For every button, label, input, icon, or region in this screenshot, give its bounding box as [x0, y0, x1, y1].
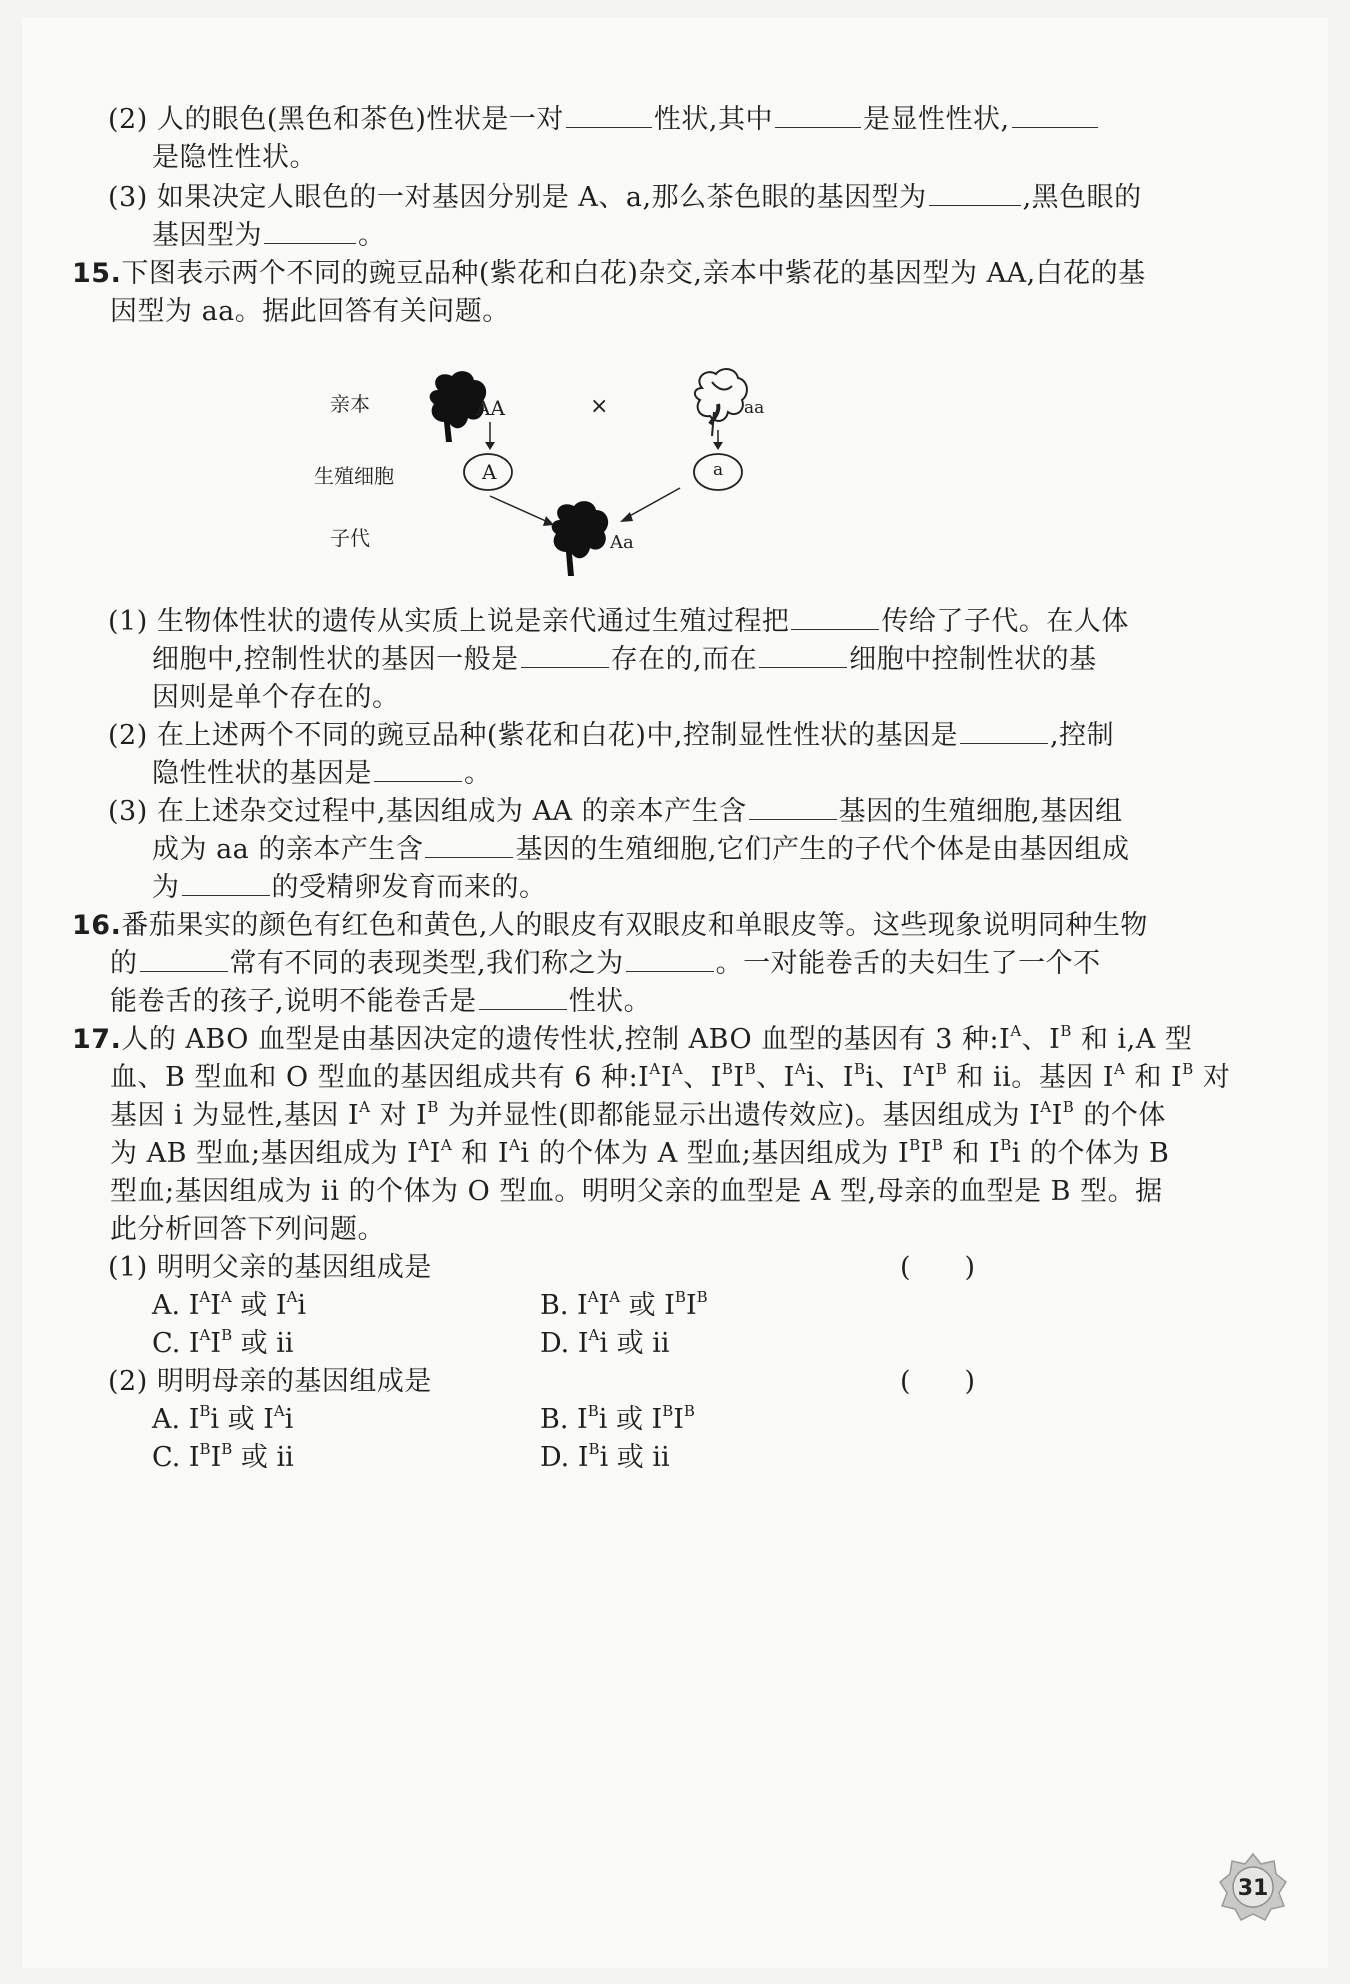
- q17-line1: 17.人的 ABO 血型是由基因决定的遗传性状,控制 ABO 血型的基因有 3 种$:I^A$、$I^B$ 和 i,A 型: [72, 1022, 1193, 1055]
- q17-line6: 此分析回答下列问题。: [110, 1214, 385, 1245]
- answer-paren[interactable]: ( ): [900, 1366, 976, 1397]
- q17-sub1-stem: (1) 明明父亲的基因组成是: [108, 1252, 432, 1283]
- q17-line3: 基因 i 为显性,基因 $I^A$ 对 $I^B$ 为并显性(即都能显示出遗传效应)。基因组成为 $I^AI^B$ 的个体: [110, 1098, 1166, 1131]
- q14-part3-line2: 基因型为 。: [152, 216, 386, 256]
- q17-line5: 型血;基因组成为 ii 的个体为 O 型血。明明父亲的血型是 A 型,母亲的血型是 B 型。据: [110, 1176, 1163, 1207]
- answer-paren[interactable]: ( ): [900, 1252, 976, 1283]
- white-flower-icon: [695, 369, 747, 436]
- answer-blank[interactable]: [775, 101, 861, 128]
- q17-2-option-d[interactable]: D. $I^Bi$ 或 ii: [540, 1440, 670, 1473]
- q14-part2-line2: 是隐性性状。: [152, 142, 317, 173]
- answer-blank[interactable]: [566, 101, 652, 128]
- q17-sub2-stem: (2) 明明母亲的基因组成是: [108, 1366, 432, 1397]
- parent-right-genotype: aa: [744, 398, 765, 418]
- q15-part1-line3: 因则是单个存在的。: [152, 682, 400, 713]
- q14-part3-line1: (3) 如果决定人眼色的一对基因分别是 A、a,那么茶色眼的基因型为 ,黑色眼的: [108, 178, 1142, 218]
- q17-2-option-a[interactable]: A. $I^Bi$ 或 $I^Ai$: [152, 1402, 294, 1435]
- gamete-right: a: [713, 460, 724, 480]
- q17-1-option-b[interactable]: B. $I^AI^A$ 或 $I^BI^B$: [540, 1288, 708, 1321]
- offspring-flower-icon: [552, 501, 609, 576]
- answer-blank[interactable]: [521, 641, 609, 668]
- q15-part2-line2: 隐性性状的基因是 。: [152, 754, 492, 794]
- answer-blank[interactable]: [960, 717, 1048, 744]
- answer-blank[interactable]: [140, 945, 228, 972]
- page-number: 31: [1237, 1876, 1269, 1901]
- diagram-row-parent: 亲本: [330, 392, 370, 416]
- offspring-genotype: Aa: [610, 532, 634, 553]
- question-number: 17.: [72, 1024, 122, 1055]
- q16-line3: 能卷舌的孩子,说明不能卷舌是 性状。: [110, 982, 651, 1022]
- answer-blank[interactable]: [791, 603, 879, 630]
- pea-cross-diagram: [300, 350, 980, 590]
- q17-2-option-c[interactable]: C. $I^BI^B$ 或 ii: [152, 1440, 294, 1473]
- answer-blank[interactable]: [626, 945, 714, 972]
- answer-blank[interactable]: [1012, 101, 1098, 128]
- answer-blank[interactable]: [929, 179, 1021, 206]
- q17-line4: 为 AB 型血;基因组成为 $I^AI^A$ 和 $I^Ai$ 的个体为 A 型血;基因组成为 $I^BI^B$ 和 $I^Bi$ 的个体为 B: [110, 1136, 1170, 1169]
- q16-line1: 16.番茄果实的颜色有红色和黄色,人的眼皮有双眼皮和单眼皮等。这些现象说明同种生物: [72, 910, 1148, 941]
- question-number: 15.: [72, 258, 122, 289]
- q15-part3-line1: (3) 在上述杂交过程中,基因组成为 AA 的亲本产生含 基因的生殖细胞,基因组: [108, 792, 1123, 832]
- q17-1-option-d[interactable]: D. $I^Ai$ 或 ii: [540, 1326, 670, 1359]
- answer-blank[interactable]: [759, 641, 847, 668]
- q16-line2: 的 常有不同的表现类型,我们称之为 。一对能卷舌的夫妇生了一个不: [110, 944, 1101, 984]
- answer-blank[interactable]: [264, 217, 356, 244]
- diagram-row-gamete: 生殖细胞: [314, 464, 394, 488]
- page-number-badge: [1218, 1852, 1288, 1922]
- answer-blank[interactable]: [425, 831, 513, 858]
- q15-intro-line2: 因型为 aa。据此回答有关问题。: [110, 296, 510, 327]
- gamete-left: A: [482, 460, 497, 484]
- question-number: 16.: [72, 910, 122, 941]
- q15-intro-line1: 15.下图表示两个不同的豌豆品种(紫花和白花)杂交,亲本中紫花的基因型为 AA,白花的基: [72, 258, 1146, 289]
- q15-part2-line1: (2) 在上述两个不同的豌豆品种(紫花和白花)中,控制显性性状的基因是 ,控制: [108, 716, 1114, 756]
- cross-symbol: ×: [590, 394, 609, 419]
- q15-part3-line3: 为 的受精卵发育而来的。: [152, 868, 547, 908]
- q17-2-option-b[interactable]: B. $I^Bi$ 或 $I^BI^B$: [540, 1402, 695, 1435]
- q17-line2: 血、B 型血和 O 型血的基因组成共有 6 种$:I^AI^A$、$I^BI^B$、$I^Ai$、$I^Bi$、$I^AI^B$ 和 ii。基因 $I^A$ 和 $I^B$ 对: [110, 1060, 1231, 1093]
- q15-part3-line2: 成为 aa 的亲本产生含 基因的生殖细胞,它们产生的子代个体是由基因组成: [152, 830, 1129, 870]
- answer-blank[interactable]: [479, 983, 567, 1010]
- diagram-row-offspring: 子代: [330, 526, 370, 550]
- q15-part1-line1: (1) 生物体性状的遗传从实质上说是亲代通过生殖过程把 传给了子代。在人体: [108, 602, 1129, 642]
- parent-left-genotype: AA: [476, 396, 505, 420]
- answer-blank[interactable]: [749, 793, 837, 820]
- answer-blank[interactable]: [374, 755, 462, 782]
- q14-part2-line1: (2) 人的眼色(黑色和茶色)性状是一对 性状,其中 是显性性状,: [108, 100, 1100, 140]
- answer-blank[interactable]: [182, 869, 270, 896]
- q17-1-option-a[interactable]: A. $I^AI^A$ 或 $I^Ai$: [152, 1288, 307, 1321]
- q17-1-option-c[interactable]: C. $I^AI^B$ 或 ii: [152, 1326, 294, 1359]
- q15-part1-line2: 细胞中,控制性状的基因一般是 存在的,而在 细胞中控制性状的基: [152, 640, 1097, 680]
